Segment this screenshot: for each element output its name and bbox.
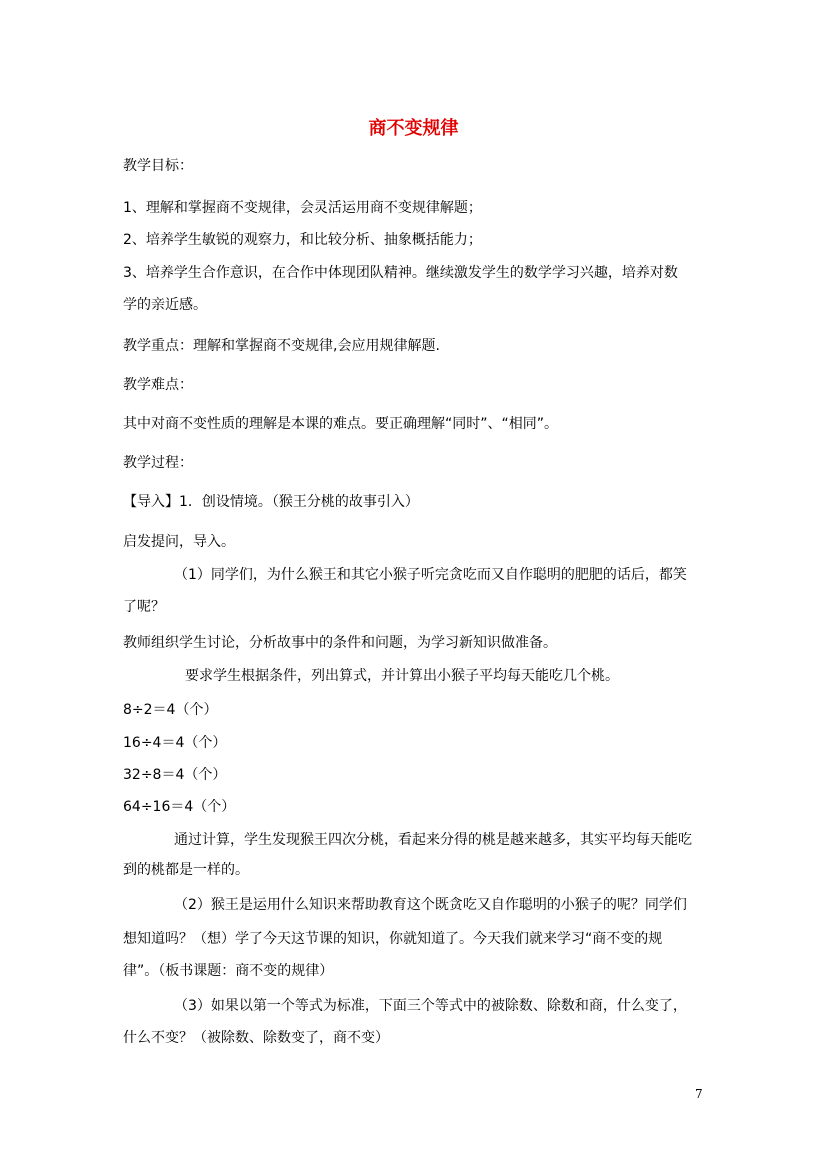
- intro-line: 【导入】1．创设情境。（猴王分桃的故事引入）: [123, 494, 419, 510]
- finding-line: 通过计算，学生发现猴王四次分桃，看起来分得的桃是越来越多，其实平均每天能吃: [174, 832, 692, 848]
- heading-process: 教学过程：: [123, 455, 193, 471]
- question-2-cont-2: 律”。（板书课题：商不变的规律）: [123, 963, 334, 979]
- equation-3: 32÷8＝4（个）: [123, 767, 227, 783]
- question-1: （1）同学们，为什么猴王和其它小猴子听完贪吃而又自作聪明的肥肥的话后，都笑: [174, 567, 687, 583]
- equation-2: 16÷4＝4（个）: [123, 735, 227, 751]
- equation-4: 64÷16＝4（个）: [123, 799, 236, 815]
- page-number: 7: [695, 1087, 703, 1101]
- objective-1: 1、理解和掌握商不变规律，会灵活运用商不变规律解题；: [123, 200, 482, 216]
- requirement-line: 要求学生根据条件，列出算式，并计算出小猴子平均每天能吃几个桃。: [185, 668, 619, 684]
- difficulty-text: 其中对商不变性质的理解是本课的难点。要正确理解“同时”、“相同”。: [123, 416, 559, 432]
- key-points: 教学重点：理解和掌握商不变规律,会应用规律解题.: [123, 338, 440, 354]
- question-3: （3）如果以第一个等式为标准，下面三个等式中的被除数、除数和商，什么变了，: [174, 998, 687, 1014]
- objective-2: 2、培养学生敏锐的观察力，和比较分析、抽象概括能力；: [123, 232, 482, 248]
- objective-3-cont: 学的亲近感。: [123, 297, 207, 313]
- equation-1: 8÷2＝4（个）: [123, 702, 218, 718]
- question-2: （2）猴王是运用什么知识来帮助教育这个既贪吃又自作聪明的小猴子的呢？同学们: [174, 897, 687, 913]
- heading-difficulties: 教学难点：: [123, 377, 193, 393]
- prompt-line: 启发提问，导入。: [123, 534, 235, 550]
- question-3-cont: 什么不变？（被除数、除数变了，商不变）: [123, 1030, 389, 1046]
- question-2-cont-1: 想知道吗？（想）学了今天这节课的知识，你就知道了。今天我们就来学习“商不变的规: [123, 931, 663, 947]
- heading-objectives: 教学目标：: [123, 158, 193, 174]
- discussion-line: 教师组织学生讨论，分析故事中的条件和问题，为学习新知识做准备。: [123, 635, 557, 651]
- objective-3: 3、培养学生合作意识，在合作中体现团队精神。继续激发学生的数学学习兴趣，培养对数: [123, 265, 678, 281]
- finding-line-cont: 到的桃都是一样的。: [123, 862, 249, 878]
- question-1-cont: 了呢？: [123, 599, 165, 615]
- document-title: 商不变规律: [368, 118, 459, 139]
